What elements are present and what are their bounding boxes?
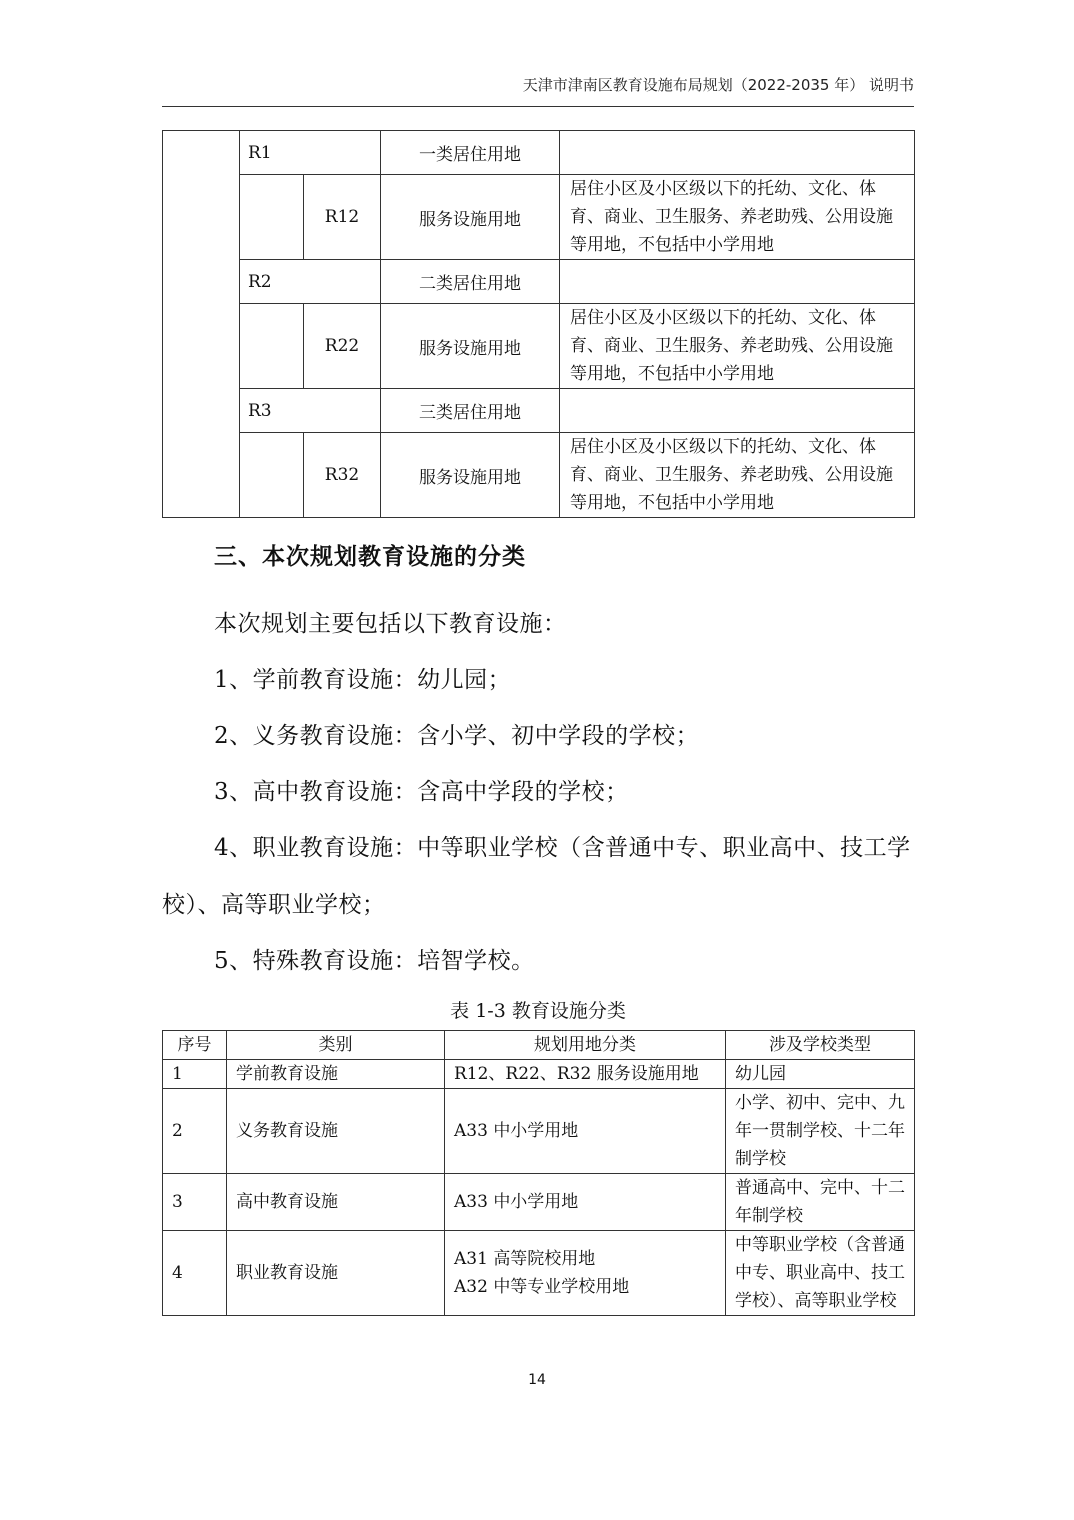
table-row (163, 304, 915, 389)
section-heading: 三、本次规划教育设施的分类 (214, 544, 526, 570)
land-name: 服务设施用地 (381, 175, 560, 260)
land-classification (445, 1089, 726, 1174)
land-line: A33 中小学用地 (454, 1192, 579, 1212)
table-row (163, 260, 915, 304)
empty-cell (240, 433, 304, 518)
table-row (163, 433, 915, 518)
facility-category: 高中教育设施 (227, 1174, 445, 1231)
land-name: 服务设施用地 (381, 433, 560, 518)
land-name: 一类居住用地 (381, 131, 560, 175)
column-header: 规划用地分类 (445, 1031, 726, 1060)
row-number: 4 (163, 1231, 227, 1316)
empty-cell (240, 304, 304, 389)
land-line: A32 中等专业学校用地 (454, 1277, 630, 1297)
land-code: R2 (240, 260, 381, 304)
row-number: 1 (163, 1060, 227, 1089)
table-row (163, 1174, 915, 1231)
school-types: 普通高中、完中、十二年制学校 (726, 1174, 915, 1231)
land-line: R12、R22、R32 服务设施用地 (454, 1064, 699, 1084)
land-desc (560, 389, 915, 433)
column-header: 涉及学校类型 (726, 1031, 915, 1060)
land-desc: 居住小区及小区级以下的托幼、文化、体育、商业、卫生服务、养老助残、公用设施等用地，不包括中小学用地 (560, 175, 915, 260)
land-desc: 居住小区及小区级以下的托幼、文化、体育、商业、卫生服务、养老助残、公用设施等用地，不包括中小学用地 (560, 304, 915, 389)
land-code: R32 (304, 433, 381, 518)
land-name: 二类居住用地 (381, 260, 560, 304)
land-line: A31 高等院校用地 (454, 1249, 596, 1269)
paragraph-item-2: 2、义务教育设施：含小学、初中学段的学校； (214, 723, 700, 749)
land-name: 服务设施用地 (381, 304, 560, 389)
land-desc (560, 131, 915, 175)
land-desc: 居住小区及小区级以下的托幼、文化、体育、商业、卫生服务、养老助残、公用设施等用地，不包括中小学用地 (560, 433, 915, 518)
education-facility-table (162, 1030, 915, 1316)
paragraph-item-4: 4、职业教育设施：中等职业学校（含普通中专、职业高中、技工学校）、高等职业学校； (162, 835, 911, 918)
land-name: 三类居住用地 (381, 389, 560, 433)
paragraph-intro: 本次规划主要包括以下教育设施： (214, 611, 567, 637)
facility-category: 职业教育设施 (227, 1231, 445, 1316)
empty-category-cell (163, 131, 240, 518)
page-number: 14 (528, 1372, 546, 1388)
paragraph-item-1: 1、学前教育设施：幼儿园； (214, 667, 512, 693)
land-desc (560, 260, 915, 304)
table-row (163, 175, 915, 260)
column-header: 类别 (227, 1031, 445, 1060)
facility-category: 学前教育设施 (227, 1060, 445, 1089)
table-row (163, 1231, 915, 1316)
land-classification (445, 1174, 726, 1231)
table-row (163, 131, 915, 175)
school-types: 小学、初中、完中、九年一贯制学校、十二年制学校 (726, 1089, 915, 1174)
land-code: R22 (304, 304, 381, 389)
land-classification (445, 1231, 726, 1316)
land-line: A33 中小学用地 (454, 1121, 579, 1141)
table-caption: 表 1-3 教育设施分类 (450, 1000, 626, 1022)
paragraph-item-5: 5、特殊教育设施：培智学校。 (214, 948, 535, 974)
land-code: R3 (240, 389, 381, 433)
table-row (163, 1089, 915, 1174)
table-header-row (163, 1031, 915, 1060)
row-number: 3 (163, 1174, 227, 1231)
land-classification (445, 1060, 726, 1089)
facility-category: 义务教育设施 (227, 1089, 445, 1174)
land-code: R12 (304, 175, 381, 260)
school-types: 中等职业学校（含普通中专、职业高中、技工学校）、高等职业学校 (726, 1231, 915, 1316)
table-row (163, 1060, 915, 1089)
school-types: 幼儿园 (726, 1060, 915, 1089)
column-header: 序号 (163, 1031, 227, 1060)
land-use-table (162, 130, 915, 518)
paragraph-item-3: 3、高中教育设施：含高中学段的学校； (214, 779, 629, 805)
empty-cell (240, 175, 304, 260)
land-code: R1 (240, 131, 381, 175)
table-row (163, 389, 915, 433)
running-header: 天津市津南区教育设施布局规划（2022-2035 年） 说明书 (522, 76, 914, 94)
row-number: 2 (163, 1089, 227, 1174)
header-divider (162, 106, 914, 107)
